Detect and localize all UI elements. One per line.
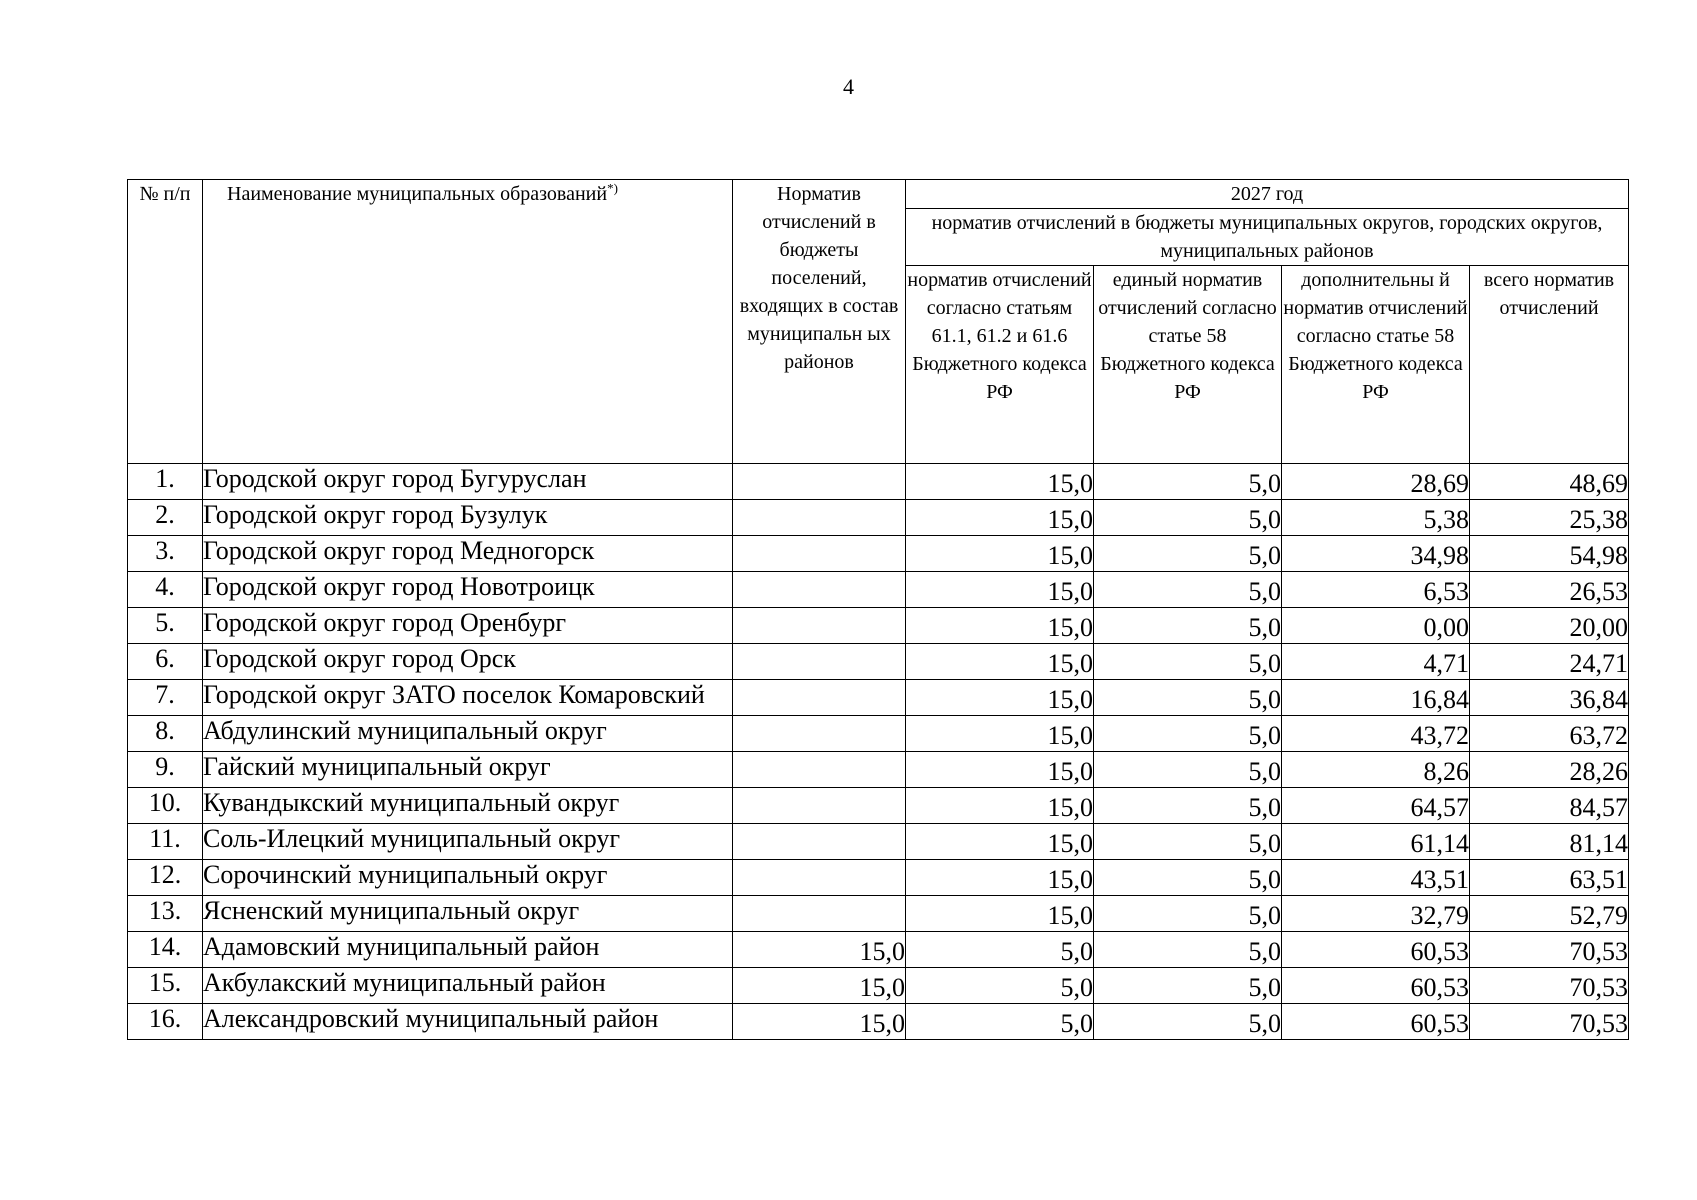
- row-number: 4.: [128, 572, 203, 608]
- unified58-norm: 5,0: [1094, 896, 1282, 932]
- table-row: [128, 788, 1629, 824]
- norms-table: [127, 179, 1629, 1040]
- total-norm: 36,84: [1470, 680, 1629, 716]
- municipality-name: Городской округ город Орск: [203, 644, 733, 680]
- art61-norm: 15,0: [906, 752, 1094, 788]
- table-row: [128, 824, 1629, 860]
- table-row: [128, 680, 1629, 716]
- total-norm: 26,53: [1470, 572, 1629, 608]
- header-additional58: дополнительны й норматив отчислений согласно статье 58 Бюджетного кодекса РФ: [1282, 266, 1470, 464]
- settlements-norm: [733, 824, 906, 860]
- art61-norm: 15,0: [906, 464, 1094, 500]
- total-norm: 48,69: [1470, 464, 1629, 500]
- total-norm: 28,26: [1470, 752, 1629, 788]
- settlements-norm: [733, 680, 906, 716]
- total-norm: 54,98: [1470, 536, 1629, 572]
- row-number: 7.: [128, 680, 203, 716]
- municipality-name: Городской округ город Бугуруслан: [203, 464, 733, 500]
- art61-norm: 5,0: [906, 1004, 1094, 1040]
- table-row: [128, 752, 1629, 788]
- table-row: [128, 896, 1629, 932]
- row-number: 12.: [128, 860, 203, 896]
- footnote-marker: *): [607, 180, 618, 196]
- municipality-name: Гайский муниципальный округ: [203, 752, 733, 788]
- unified58-norm: 5,0: [1094, 572, 1282, 608]
- header-num: № п/п: [128, 180, 203, 464]
- art61-norm: 15,0: [906, 572, 1094, 608]
- table-row: [128, 644, 1629, 680]
- header-name: Наименование муниципальных образований*): [203, 180, 733, 464]
- unified58-norm: 5,0: [1094, 1004, 1282, 1040]
- header-year: 2027 год: [906, 180, 1629, 209]
- art61-norm: 5,0: [906, 932, 1094, 968]
- additional58-norm: 60,53: [1282, 932, 1470, 968]
- table-row: [128, 608, 1629, 644]
- art61-norm: 15,0: [906, 608, 1094, 644]
- municipality-name: Городской округ город Бузулук: [203, 500, 733, 536]
- unified58-norm: 5,0: [1094, 680, 1282, 716]
- additional58-norm: 5,38: [1282, 500, 1470, 536]
- table-row: [128, 536, 1629, 572]
- total-norm: 24,71: [1470, 644, 1629, 680]
- municipality-name: Городской округ ЗАТО поселок Комаровский: [203, 680, 733, 716]
- settlements-norm: [733, 788, 906, 824]
- additional58-norm: 8,26: [1282, 752, 1470, 788]
- settlements-norm: [733, 896, 906, 932]
- total-norm: 81,14: [1470, 824, 1629, 860]
- header-unified58: единый норматив отчислений согласно статье 58 Бюджетного кодекса РФ: [1094, 266, 1282, 464]
- additional58-norm: 64,57: [1282, 788, 1470, 824]
- total-norm: 25,38: [1470, 500, 1629, 536]
- additional58-norm: 16,84: [1282, 680, 1470, 716]
- art61-norm: 15,0: [906, 500, 1094, 536]
- unified58-norm: 5,0: [1094, 788, 1282, 824]
- total-norm: 63,72: [1470, 716, 1629, 752]
- additional58-norm: 61,14: [1282, 824, 1470, 860]
- table-row: [128, 860, 1629, 896]
- additional58-norm: 6,53: [1282, 572, 1470, 608]
- row-number: 16.: [128, 1004, 203, 1040]
- settlements-norm: 15,0: [733, 1004, 906, 1040]
- additional58-norm: 0,00: [1282, 608, 1470, 644]
- header-total: всего норматив отчислений: [1470, 266, 1629, 464]
- total-norm: 52,79: [1470, 896, 1629, 932]
- art61-norm: 15,0: [906, 788, 1094, 824]
- row-number: 2.: [128, 500, 203, 536]
- row-number: 14.: [128, 932, 203, 968]
- row-number: 11.: [128, 824, 203, 860]
- settlements-norm: [733, 716, 906, 752]
- unified58-norm: 5,0: [1094, 752, 1282, 788]
- unified58-norm: 5,0: [1094, 824, 1282, 860]
- art61-norm: 15,0: [906, 824, 1094, 860]
- additional58-norm: 4,71: [1282, 644, 1470, 680]
- total-norm: 70,53: [1470, 932, 1629, 968]
- row-number: 8.: [128, 716, 203, 752]
- municipality-name: Кувандыкский муниципальный округ: [203, 788, 733, 824]
- table-row: [128, 968, 1629, 1004]
- page-number: 4: [843, 74, 854, 99]
- settlements-norm: [733, 536, 906, 572]
- art61-norm: 15,0: [906, 860, 1094, 896]
- header-group: норматив отчислений в бюджеты муниципальных округов, городских округов, муниципальных районов: [906, 209, 1629, 266]
- header-art61: норматив отчислений согласно статьям 61.1, 61.2 и 61.6 Бюджетного кодекса РФ: [906, 266, 1094, 464]
- unified58-norm: 5,0: [1094, 608, 1282, 644]
- settlements-norm: [733, 752, 906, 788]
- row-number: 13.: [128, 896, 203, 932]
- municipality-name: Абдулинский муниципальный округ: [203, 716, 733, 752]
- row-number: 10.: [128, 788, 203, 824]
- municipality-name: Городской округ город Медногорск: [203, 536, 733, 572]
- row-number: 1.: [128, 464, 203, 500]
- total-norm: 84,57: [1470, 788, 1629, 824]
- settlements-norm: [733, 608, 906, 644]
- unified58-norm: 5,0: [1094, 464, 1282, 500]
- table-row: [128, 716, 1629, 752]
- art61-norm: 5,0: [906, 968, 1094, 1004]
- art61-norm: 15,0: [906, 680, 1094, 716]
- municipality-name: Сорочинский муниципальный округ: [203, 860, 733, 896]
- header-settlements: Норматив отчислений в бюджеты поселений, входящих в состав муниципальн ых районов: [733, 180, 906, 464]
- settlements-norm: [733, 464, 906, 500]
- municipality-name: Соль-Илецкий муниципальный округ: [203, 824, 733, 860]
- unified58-norm: 5,0: [1094, 968, 1282, 1004]
- municipality-name: Александровский муниципальный район: [203, 1004, 733, 1040]
- total-norm: 70,53: [1470, 1004, 1629, 1040]
- art61-norm: 15,0: [906, 716, 1094, 752]
- additional58-norm: 60,53: [1282, 1004, 1470, 1040]
- row-number: 3.: [128, 536, 203, 572]
- additional58-norm: 32,79: [1282, 896, 1470, 932]
- municipality-name: Акбулакский муниципальный район: [203, 968, 733, 1004]
- unified58-norm: 5,0: [1094, 932, 1282, 968]
- municipality-name: Городской округ город Оренбург: [203, 608, 733, 644]
- row-number: 9.: [128, 752, 203, 788]
- unified58-norm: 5,0: [1094, 716, 1282, 752]
- municipality-name: Городской округ город Новотроицк: [203, 572, 733, 608]
- unified58-norm: 5,0: [1094, 500, 1282, 536]
- art61-norm: 15,0: [906, 644, 1094, 680]
- municipality-name: Адамовский муниципальный район: [203, 932, 733, 968]
- settlements-norm: [733, 500, 906, 536]
- settlements-norm: 15,0: [733, 932, 906, 968]
- additional58-norm: 43,51: [1282, 860, 1470, 896]
- art61-norm: 15,0: [906, 896, 1094, 932]
- additional58-norm: 34,98: [1282, 536, 1470, 572]
- row-number: 5.: [128, 608, 203, 644]
- row-number: 15.: [128, 968, 203, 1004]
- total-norm: 20,00: [1470, 608, 1629, 644]
- table-row: [128, 572, 1629, 608]
- table-row: [128, 500, 1629, 536]
- table-row: [128, 464, 1629, 500]
- row-number: 6.: [128, 644, 203, 680]
- art61-norm: 15,0: [906, 536, 1094, 572]
- additional58-norm: 28,69: [1282, 464, 1470, 500]
- additional58-norm: 60,53: [1282, 968, 1470, 1004]
- settlements-norm: 15,0: [733, 968, 906, 1004]
- total-norm: 70,53: [1470, 968, 1629, 1004]
- table-row: [128, 932, 1629, 968]
- settlements-norm: [733, 860, 906, 896]
- table-row: [128, 1004, 1629, 1040]
- municipality-name: Ясненский муниципальный округ: [203, 896, 733, 932]
- total-norm: 63,51: [1470, 860, 1629, 896]
- unified58-norm: 5,0: [1094, 860, 1282, 896]
- settlements-norm: [733, 644, 906, 680]
- unified58-norm: 5,0: [1094, 644, 1282, 680]
- additional58-norm: 43,72: [1282, 716, 1470, 752]
- unified58-norm: 5,0: [1094, 536, 1282, 572]
- settlements-norm: [733, 572, 906, 608]
